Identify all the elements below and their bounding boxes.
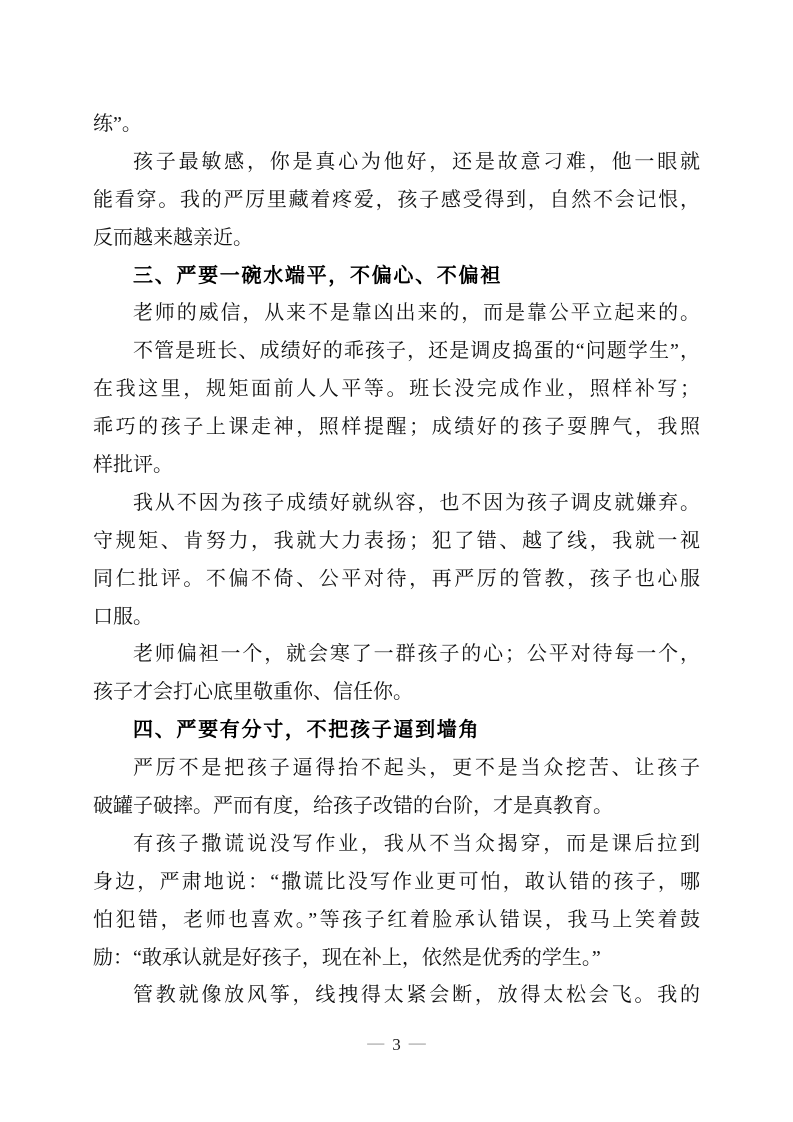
document-body <box>93 106 700 1015</box>
text-line: 有孩子撒谎说没写作业，我从不当众揭穿，而是课后拉到 <box>133 832 700 855</box>
text-line: 守规矩、肯努力，我就大力表扬；犯了错、越了线，我就一视 <box>93 529 700 552</box>
section-heading: 三、严要一碗水端平，不偏心、不偏袒 <box>133 264 502 287</box>
text-line: 不管是班长、成绩好的乖孩子，还是调皮捣蛋的“问题学生”， <box>133 340 700 363</box>
text-line: 样批评。 <box>93 454 173 477</box>
text-line: 严厉不是把孩子逼得抬不起头，更不是当众挖苦、让孩子 <box>133 757 700 780</box>
text-line: 身边，严肃地说：“撒谎比没写作业更可怕，敢认错的孩子，哪 <box>93 870 700 893</box>
text-line: 管教就像放风筝，线拽得太紧会断，放得太松会飞。我的 <box>133 984 700 1007</box>
section-heading: 四、严要有分寸，不把孩子逼到墙角 <box>133 719 481 742</box>
text-line: 我从不因为孩子成绩好就纵容，也不因为孩子调皮就嫌弃。 <box>133 491 700 514</box>
text-line: 反而越来越亲近。 <box>93 226 253 249</box>
text-line: 怕犯错，老师也喜欢。”等孩子红着脸承认错误，我马上笑着鼓 <box>93 908 700 931</box>
text-line: 老师的威信，从来不是靠凶出来的，而是靠公平立起来的。 <box>133 302 700 325</box>
footer-dash-right: — <box>408 1033 426 1052</box>
text-line: 能看穿。我的严厉里藏着疼爱，孩子感受得到，自然不会记恨， <box>93 188 700 211</box>
text-line: 孩子才会打心底里敬重你、信任你。 <box>93 681 413 704</box>
text-line: 破罐子破摔。严而有度，给孩子改错的台阶，才是真教育。 <box>93 795 613 818</box>
text-line: 练”。 <box>93 113 142 135</box>
text-line: 励：“敢承认就是好孩子，现在补上，依然是优秀的学生。” <box>93 946 601 969</box>
text-line: 乖巧的孩子上课走神，照样提醒；成绩好的孩子耍脾气，我照 <box>93 416 700 439</box>
text-line: 孩子最敏感，你是真心为他好，还是故意刁难，他一眼就 <box>133 150 700 173</box>
page-footer <box>0 1032 793 1058</box>
footer-dash-left: — <box>367 1033 385 1052</box>
text-line: 同仁批评。不偏不倚、公平对待，再严厉的管教，孩子也心服 <box>93 567 700 590</box>
text-line: 在我这里，规矩面前人人平等。班长没完成作业，照样补写； <box>93 378 700 401</box>
page-number: 3 <box>392 1035 401 1054</box>
text-line: 老师偏袒一个，就会寒了一群孩子的心；公平对待每一个， <box>133 643 700 666</box>
text-line: 口服。 <box>93 605 153 628</box>
